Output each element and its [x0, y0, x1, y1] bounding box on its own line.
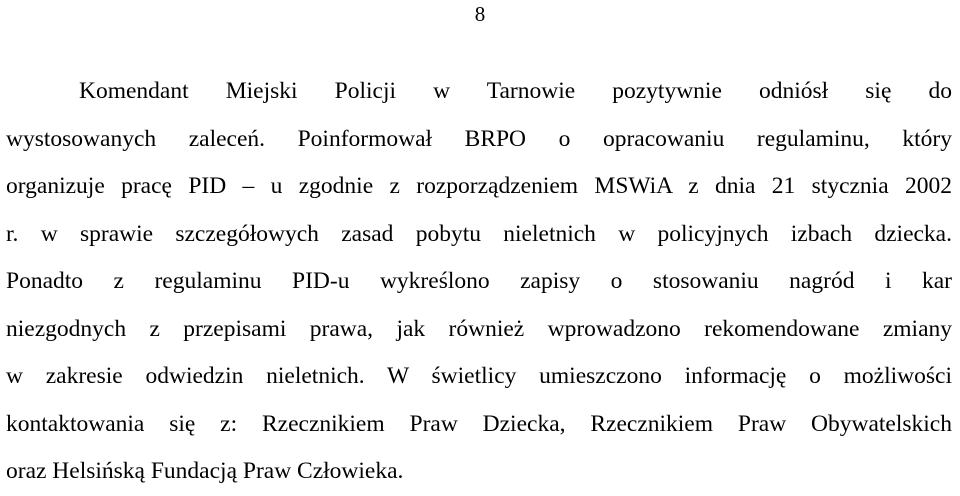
text-line: oraz Helsińską Fundacją Praw Człowieka.: [6, 458, 404, 484]
text-line: organizuje pracę PID – u zgodnie z rozporządzeniem MSWiA z dnia 21 stycznia 2002: [6, 173, 952, 199]
text-line: wystosowanych zaleceń. Poinformował BRPO o opracowaniu regulaminu, który: [6, 125, 952, 152]
page-number: 8: [474, 2, 486, 26]
body-paragraph: [6, 68, 952, 496]
text-line: niezgodnych z przepisami prawa, jak również wprowadzono rekomendowane zmiany: [6, 315, 952, 342]
text-line: r. w sprawie szczegółowych zasad pobytu nieletnich w policyjnych izbach dziecka.: [6, 220, 952, 247]
text-line: kontaktowania się z: Rzecznikiem Praw Dziecka, Rzecznikiem Praw Obywatelskich: [6, 410, 952, 437]
text-line: Komendant Miejski Policji w Tarnowie pozytywnie odniósł się do: [79, 78, 952, 104]
text-line: w zakresie odwiedzin nieletnich. W świetlicy umieszczono informację o możliwości: [6, 363, 952, 389]
text-line: Ponadto z regulaminu PID-u wykreślono zapisy o stosowaniu nagród i kar: [6, 268, 952, 294]
